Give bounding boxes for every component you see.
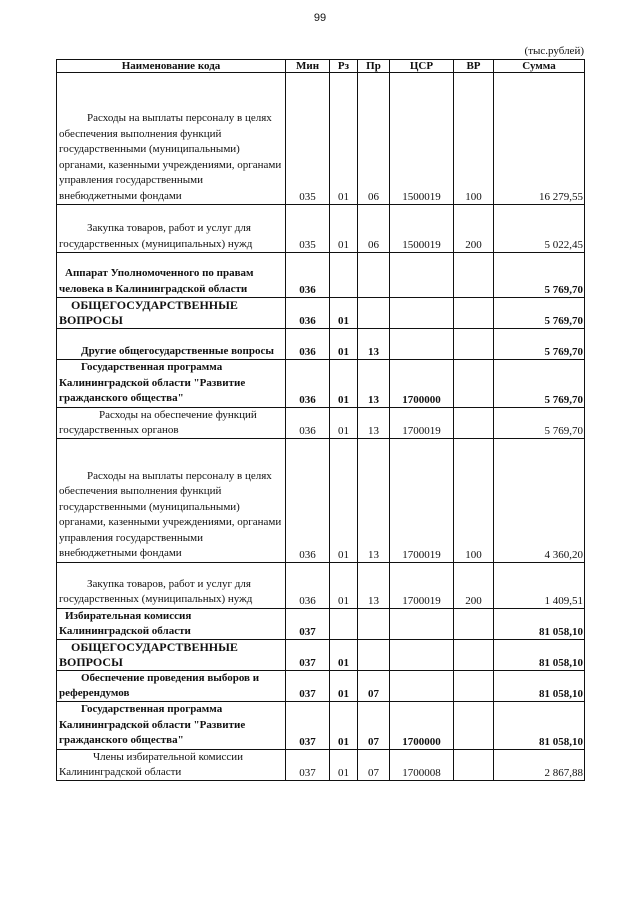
- row-vr: [454, 608, 494, 639]
- row-sum: 5 022,45: [494, 205, 585, 253]
- row-min: 035: [286, 73, 330, 205]
- row-pr: 13: [358, 562, 390, 608]
- row-name: Закупка товаров, работ и услуг для государственных (муниципальных) нужд: [59, 222, 253, 250]
- row-min: 036: [286, 360, 330, 408]
- row-sum: 81 058,10: [494, 670, 585, 701]
- row-rz: 01: [330, 749, 358, 780]
- row-vr: 100: [454, 73, 494, 205]
- row-rz: 01: [330, 407, 358, 438]
- row-rz: 01: [330, 701, 358, 749]
- row-name: ОБЩЕГОСУДАРСТВЕННЫЕ ВОПРОСЫ: [59, 639, 238, 669]
- row-vr: [454, 360, 494, 408]
- row-name: ОБЩЕГОСУДАРСТВЕННЫЕ ВОПРОСЫ: [59, 298, 238, 327]
- row-min: 037: [286, 639, 330, 670]
- row-csr: 1700000: [390, 360, 454, 408]
- row-pr: 07: [358, 670, 390, 701]
- row-min: 036: [286, 298, 330, 329]
- table-header: [57, 60, 585, 73]
- row-sum: 2 867,88: [494, 749, 585, 780]
- row-sum: 1 409,51: [494, 562, 585, 608]
- table-row: [57, 360, 585, 408]
- row-vr: [454, 329, 494, 360]
- row-min: 036: [286, 253, 330, 298]
- table-row: [57, 438, 585, 562]
- row-csr: [390, 253, 454, 298]
- row-min: 037: [286, 749, 330, 780]
- row-rz: [330, 608, 358, 639]
- row-vr: [454, 639, 494, 670]
- row-name: Расходы на выплаты персоналу в целях обеспечения выполнения функций государственными (муниципальными) органами, казенными учреждениями, органами управления государственными внебюджетными фондами: [59, 469, 282, 559]
- row-pr: [358, 639, 390, 670]
- header-rz: Рз: [330, 60, 358, 73]
- header-vr: ВР: [454, 60, 494, 73]
- row-sum: 16 279,55: [494, 73, 585, 205]
- row-csr: 1500019: [390, 73, 454, 205]
- row-pr: 13: [358, 438, 390, 562]
- header-sum: Сумма: [494, 60, 585, 73]
- row-name: Другие общегосударственные вопросы: [81, 345, 274, 357]
- page-number: 99: [313, 12, 327, 24]
- table-row: [57, 298, 585, 329]
- row-min: 036: [286, 438, 330, 562]
- row-csr: 1700019: [390, 438, 454, 562]
- row-name: Закупка товаров, работ и услуг для государственных (муниципальных) нужд: [59, 577, 253, 605]
- row-vr: [454, 253, 494, 298]
- row-name: Расходы на обеспечение функций государственных органов: [59, 408, 257, 436]
- row-min: 037: [286, 608, 330, 639]
- row-rz: 01: [330, 639, 358, 670]
- row-pr: 13: [358, 407, 390, 438]
- row-min: 037: [286, 701, 330, 749]
- table-row: [57, 407, 585, 438]
- row-sum: 5 769,70: [494, 298, 585, 329]
- row-csr: [390, 329, 454, 360]
- row-pr: 13: [358, 360, 390, 408]
- row-vr: 200: [454, 205, 494, 253]
- row-csr: 1700019: [390, 407, 454, 438]
- row-vr: 200: [454, 562, 494, 608]
- row-csr: [390, 298, 454, 329]
- row-name: Избирательная комиссия Калининградской области: [59, 609, 192, 637]
- header-csr: ЦСР: [390, 60, 454, 73]
- row-rz: 01: [330, 360, 358, 408]
- row-sum: 81 058,10: [494, 608, 585, 639]
- row-min: 037: [286, 670, 330, 701]
- row-vr: [454, 298, 494, 329]
- table-row: [57, 253, 585, 298]
- table-row: [57, 670, 585, 701]
- row-csr: 1700008: [390, 749, 454, 780]
- row-pr: 13: [358, 329, 390, 360]
- row-csr: 1700019: [390, 562, 454, 608]
- row-pr: 07: [358, 701, 390, 749]
- row-min: 036: [286, 562, 330, 608]
- row-min: 035: [286, 205, 330, 253]
- row-name: Аппарат Уполномоченного по правам человека в Калининградской области: [59, 267, 254, 295]
- row-vr: [454, 670, 494, 701]
- row-name: Государственная программа Калининградской области "Развитие гражданского общества": [59, 361, 246, 404]
- table-row: [57, 639, 585, 670]
- row-pr: [358, 253, 390, 298]
- table-row: [57, 701, 585, 749]
- row-name: Члены избирательной комиссии Калининградской области: [59, 750, 244, 778]
- row-name: Обеспечение проведения выборов и референдумов: [59, 671, 260, 699]
- row-csr: 1700000: [390, 701, 454, 749]
- row-rz: 01: [330, 562, 358, 608]
- row-pr: 07: [358, 749, 390, 780]
- row-vr: [454, 749, 494, 780]
- row-sum: 81 058,10: [494, 639, 585, 670]
- table-row: [57, 562, 585, 608]
- header-name: Наименование кода: [57, 60, 286, 73]
- row-pr: [358, 608, 390, 639]
- row-csr: [390, 639, 454, 670]
- row-rz: 01: [330, 329, 358, 360]
- row-sum: 5 769,70: [494, 329, 585, 360]
- table-row: [57, 73, 585, 205]
- row-sum: 4 360,20: [494, 438, 585, 562]
- row-csr: 1500019: [390, 205, 454, 253]
- row-rz: 01: [330, 670, 358, 701]
- table-row: [57, 608, 585, 639]
- row-min: 036: [286, 329, 330, 360]
- table-row: [57, 205, 585, 253]
- row-sum: 5 769,70: [494, 253, 585, 298]
- row-rz: 01: [330, 205, 358, 253]
- row-name: Государственная программа Калининградской области "Развитие гражданского общества": [59, 703, 246, 746]
- units-label: (тыс.рублей): [524, 45, 584, 57]
- header-pr: Пр: [358, 60, 390, 73]
- row-vr: [454, 407, 494, 438]
- row-sum: 81 058,10: [494, 701, 585, 749]
- table-row: [57, 329, 585, 360]
- row-sum: 5 769,70: [494, 360, 585, 408]
- row-pr: 06: [358, 205, 390, 253]
- row-name: Расходы на выплаты персоналу в целях обеспечения выполнения функций государственными (муниципальными) органами, казенными учреждениями, органами управления государственными внебюджетными фондами: [59, 112, 282, 202]
- row-sum: 5 769,70: [494, 407, 585, 438]
- row-rz: 01: [330, 438, 358, 562]
- row-min: 036: [286, 407, 330, 438]
- row-vr: 100: [454, 438, 494, 562]
- row-rz: 01: [330, 73, 358, 205]
- row-vr: [454, 701, 494, 749]
- row-rz: 01: [330, 298, 358, 329]
- header-min: Мин: [286, 60, 330, 73]
- table-row: [57, 749, 585, 780]
- row-csr: [390, 670, 454, 701]
- row-pr: 06: [358, 73, 390, 205]
- row-rz: [330, 253, 358, 298]
- row-pr: [358, 298, 390, 329]
- row-csr: [390, 608, 454, 639]
- budget-table: [56, 59, 585, 781]
